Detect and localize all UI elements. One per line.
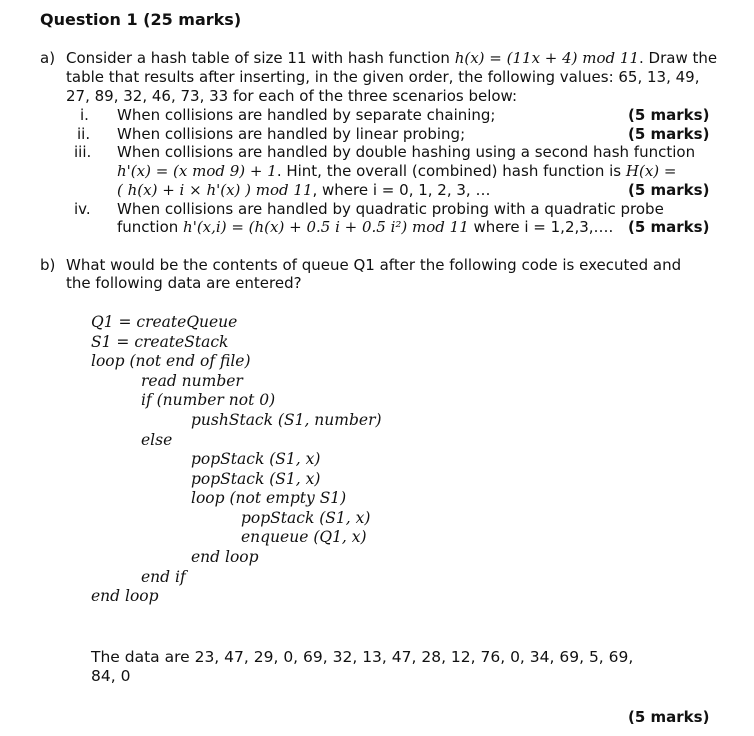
part-b-line1: What would be the contents of queue Q1 after the following code is executed and xyxy=(66,256,682,274)
item-i-num: i. xyxy=(80,106,89,124)
hash-function: h(x) = (11x + 4) mod 11 xyxy=(454,49,640,67)
item-iv-marks: (5 marks) xyxy=(628,218,710,236)
code-line: popStack (S1, x) xyxy=(241,509,371,527)
code-line: end loop xyxy=(191,548,259,566)
part-b-marks: (5 marks) xyxy=(628,708,710,726)
code-line: pushStack (S1, number) xyxy=(191,411,382,429)
code-line: loop (not empty S1) xyxy=(191,489,347,507)
item-iv-text: When collisions are handled by quadratic probing with a quadratic probe xyxy=(117,200,664,218)
item-iii-num: iii. xyxy=(74,143,92,161)
part-a-label: a) xyxy=(40,49,56,67)
item-iii-marks: (5 marks) xyxy=(628,181,710,199)
question-title: Question 1 (25 marks) xyxy=(40,10,242,29)
code-line: end loop xyxy=(91,587,159,605)
code-line: S1 = createStack xyxy=(91,333,229,351)
code-line: enqueue (Q1, x) xyxy=(241,528,367,546)
item-ii-text: When collisions are handled by linear probing; xyxy=(117,125,466,143)
item-ii-num: ii. xyxy=(77,125,91,143)
code-line: popStack (S1, x) xyxy=(191,470,321,488)
part-a-line2: table that results after inserting, in the given order, the following values: 65, 13, 49, xyxy=(66,68,700,86)
item-iii-line3: ( h(x) + i × h'(x) ) mod 11, where i = 0, 1, 2, 3, … xyxy=(117,181,491,199)
code-line: end if xyxy=(141,568,186,586)
code-line: loop (not end of file) xyxy=(91,352,251,370)
code-line: Q1 = createQueue xyxy=(91,313,238,331)
item-ii-marks: (5 marks) xyxy=(628,125,710,143)
item-iii-text: When collisions are handled by double hashing using a second hash function xyxy=(117,143,696,161)
item-iv-line2: function h'(x,i) = (h(x) + 0.5 i + 0.5 i²) mod 11 where i = 1,2,3,…. xyxy=(117,218,614,236)
data-line2: 84, 0 xyxy=(91,667,131,685)
part-b-line2: the following data are entered? xyxy=(66,274,302,292)
code-line: popStack (S1, x) xyxy=(191,450,321,468)
item-iii-line2: h'(x) = (x mod 9) + 1. Hint, the overall (combined) hash function is H(x) = xyxy=(117,162,677,180)
data-line1: The data are 23, 47, 29, 0, 69, 32, 13, 47, 28, 12, 76, 0, 34, 69, 5, 69, xyxy=(91,648,634,666)
part-a-line1: Consider a hash table of size 11 with hash function h(x) = (11x + 4) mod 11. Draw the xyxy=(66,49,718,67)
code-line: else xyxy=(141,431,173,449)
code-line: if (number not 0) xyxy=(141,391,276,409)
code-line: read number xyxy=(141,372,243,390)
item-i-marks: (5 marks) xyxy=(628,106,710,124)
part-b-label: b) xyxy=(40,256,56,274)
item-iv-num: iv. xyxy=(74,200,91,218)
item-i-text: When collisions are handled by separate chaining; xyxy=(117,106,496,124)
part-a-line3: 27, 89, 32, 46, 73, 33 for each of the three scenarios below: xyxy=(66,87,518,105)
